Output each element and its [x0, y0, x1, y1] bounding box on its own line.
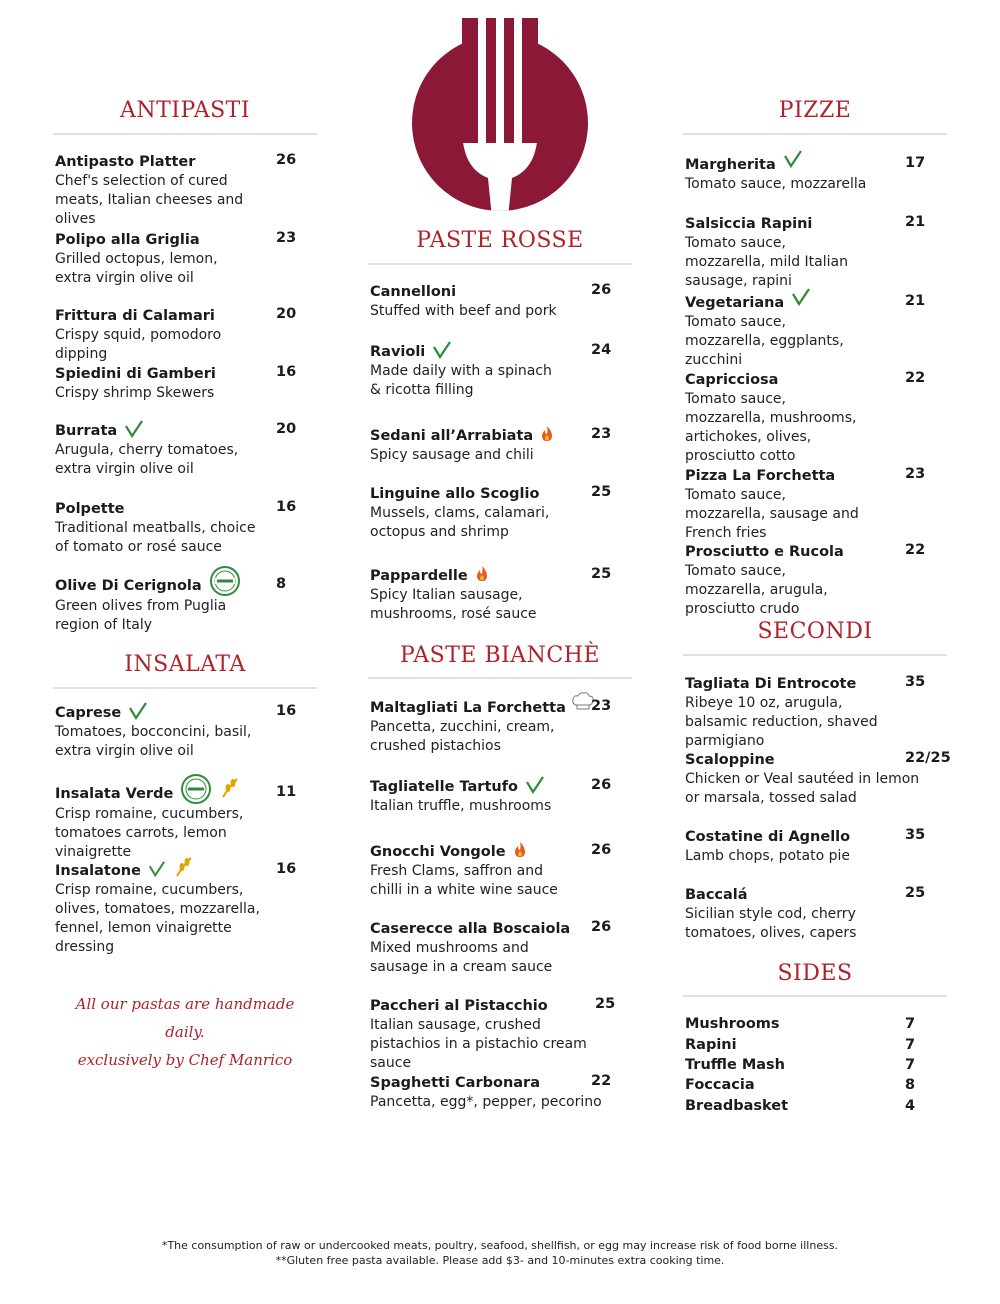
- divider: [53, 133, 317, 135]
- menu-item: Maltagliati La Forchetta 23 Pancetta, zucchini, cream, crushed pistachios: [370, 697, 620, 756]
- menu-item: Scaloppine 22/25 Chicken or Veal sautéed in lemon or marsala, tossed salad: [685, 750, 951, 806]
- menu-item: Gnocchi Vongole 26 Fresh Clams, saffron and chilli in a white wine sauce: [370, 842, 612, 898]
- vegetarian-check-icon: [432, 341, 452, 359]
- side-item: Truffle Mash 7: [685, 1057, 916, 1073]
- menu-item: Tagliatelle Tartufo 26 Italian truffle, mushrooms: [370, 777, 612, 814]
- divider: [53, 687, 317, 689]
- vegetarian-check-icon: [128, 702, 148, 720]
- spicy-flame-icon: [540, 425, 554, 442]
- menu-item: Ravioli 24 Made daily with a spinach & ricotta filling: [370, 342, 612, 398]
- menu-item: Burrata 20 Arugula, cherry tomatoes, extra virgin olive oil: [55, 421, 297, 477]
- footer-disclaimer: *The consumption of raw or undercooked meats, poultry, seafood, shellfish, or egg may increase risk of food borne illness.: [161, 1239, 839, 1252]
- divider: [683, 133, 947, 135]
- menu-item: Insalatone 16 Crisp romaine, cucumbers, olives, tomatoes, mozzarella, fennel, lemon vinaigrette dressing: [55, 860, 305, 957]
- menu-item: Pizza La Forchetta 23 Tomato sauce, mozzarella, sausage and French fries: [685, 466, 926, 541]
- divider: [683, 995, 947, 997]
- vegetarian-check-icon: [783, 150, 803, 168]
- vegetarian-check-icon: [148, 860, 166, 878]
- fork-logo: [410, 18, 590, 218]
- menu-item: Baccalá 25 Sicilian style cod, cherry tomatoes, olives, capers: [685, 885, 926, 941]
- divider: [368, 263, 632, 265]
- menu-item: Caprese 16 Tomatoes, bocconcini, basil, extra virgin olive oil: [55, 703, 297, 759]
- section-title-secondi: SECONDI: [757, 619, 873, 644]
- menu-item: Salsiccia Rapini 21 Tomato sauce, mozzarella, mild Italian sausage, rapini: [685, 214, 926, 289]
- section-title-insalata: INSALATA: [124, 652, 246, 677]
- vegan-stamp-icon: [180, 773, 212, 805]
- chef-note: All our pastas are handmade daily. exclusively by Chef Manrico: [75, 995, 295, 1069]
- menu-item: Olive Di Cerignola 8 Green olives from Puglia region of Italy: [55, 575, 305, 635]
- section-title-pizze: PIZZE: [778, 98, 852, 123]
- menu-item: Polpette 16 Traditional meatballs, choice of tomato or rosé sauce: [55, 499, 297, 555]
- menu-item: Polipo alla Griglia 23 Grilled octopus, lemon, extra virgin olive oil: [55, 230, 297, 286]
- menu-item: Costatine di Agnello 35 Lamb chops, potato pie: [685, 827, 926, 864]
- menu-item: Sedani all’Arrabiata 23 Spicy sausage and chili: [370, 426, 612, 463]
- side-item: Mushrooms 7: [685, 1016, 916, 1032]
- menu-item: Antipasto Platter 26 Chef's selection of cured meats, Italian cheeses and olives: [55, 152, 297, 227]
- divider: [368, 677, 632, 679]
- section-title-sides: SIDES: [777, 961, 853, 986]
- menu-item: Tagliata Di Entrocote 35 Ribeye 10 oz, arugula, balsamic reduction, shaved parmigiano: [685, 674, 926, 749]
- menu-item: Linguine allo Scoglio 25 Mussels, clams, calamari, octopus and shrimp: [370, 484, 612, 540]
- gluten-free-icon: [173, 856, 195, 878]
- vegetarian-check-icon: [791, 288, 811, 306]
- vegetarian-check-icon: [124, 420, 144, 438]
- menu-item: Spaghetti Carbonara 22 Pancetta, egg*, pepper, pecorino: [370, 1073, 612, 1110]
- vegetarian-check-icon: [525, 776, 545, 794]
- divider: [683, 654, 947, 656]
- section-title-paste-bianche: PASTE BIANCHÈ: [399, 643, 601, 668]
- menu-item: Margherita 17 Tomato sauce, mozzarella: [685, 154, 935, 194]
- vegan-stamp-icon: [209, 565, 241, 597]
- menu-item: Caserecce alla Boscaiola 26 Mixed mushrooms and sausage in a cream sauce: [370, 919, 612, 975]
- menu-item: Cannelloni 26 Stuffed with beef and pork: [370, 282, 612, 319]
- gluten-free-icon: [219, 777, 241, 799]
- footer-gluten-note: **Gluten free pasta available. Please add $3- and 10-minutes extra cooking time.: [275, 1254, 725, 1267]
- menu-item: Prosciutto e Rucola 22 Tomato sauce, mozzarella, arugula, prosciutto crudo: [685, 542, 926, 617]
- side-item: Foccacia 8: [685, 1077, 916, 1093]
- menu-item: Capricciosa 22 Tomato sauce, mozzarella, mushrooms, artichokes, olives, prosciutto cotto: [685, 370, 926, 464]
- menu-item: Pappardelle 25 Spicy Italian sausage, mushrooms, rosé sauce: [370, 566, 612, 622]
- menu-item: Vegetariana 21 Tomato sauce, mozzarella, eggplants, zucchini: [685, 292, 935, 370]
- section-title-paste-rosse: PASTE ROSSE: [416, 228, 584, 253]
- side-item: Breadbasket 4: [685, 1098, 916, 1114]
- side-item: Rapini 7: [685, 1037, 916, 1053]
- section-title-antipasti: ANTIPASTI: [119, 98, 251, 123]
- menu-item: Spiedini di Gamberi 16 Crispy shrimp Skewers: [55, 364, 297, 401]
- menu-item: Insalata Verde 11 Crisp romaine, cucumbers, tomatoes carrots, lemon vinaigrette: [55, 783, 305, 862]
- menu-item: Paccheri al Pistacchio 25 Italian sausage, crushed pistachios in a pistachio cream sauce: [370, 996, 616, 1071]
- menu-item: Frittura di Calamari 20 Crispy squid, pomodoro dipping: [55, 306, 297, 362]
- spicy-flame-icon: [513, 841, 527, 858]
- spicy-flame-icon: [475, 565, 489, 582]
